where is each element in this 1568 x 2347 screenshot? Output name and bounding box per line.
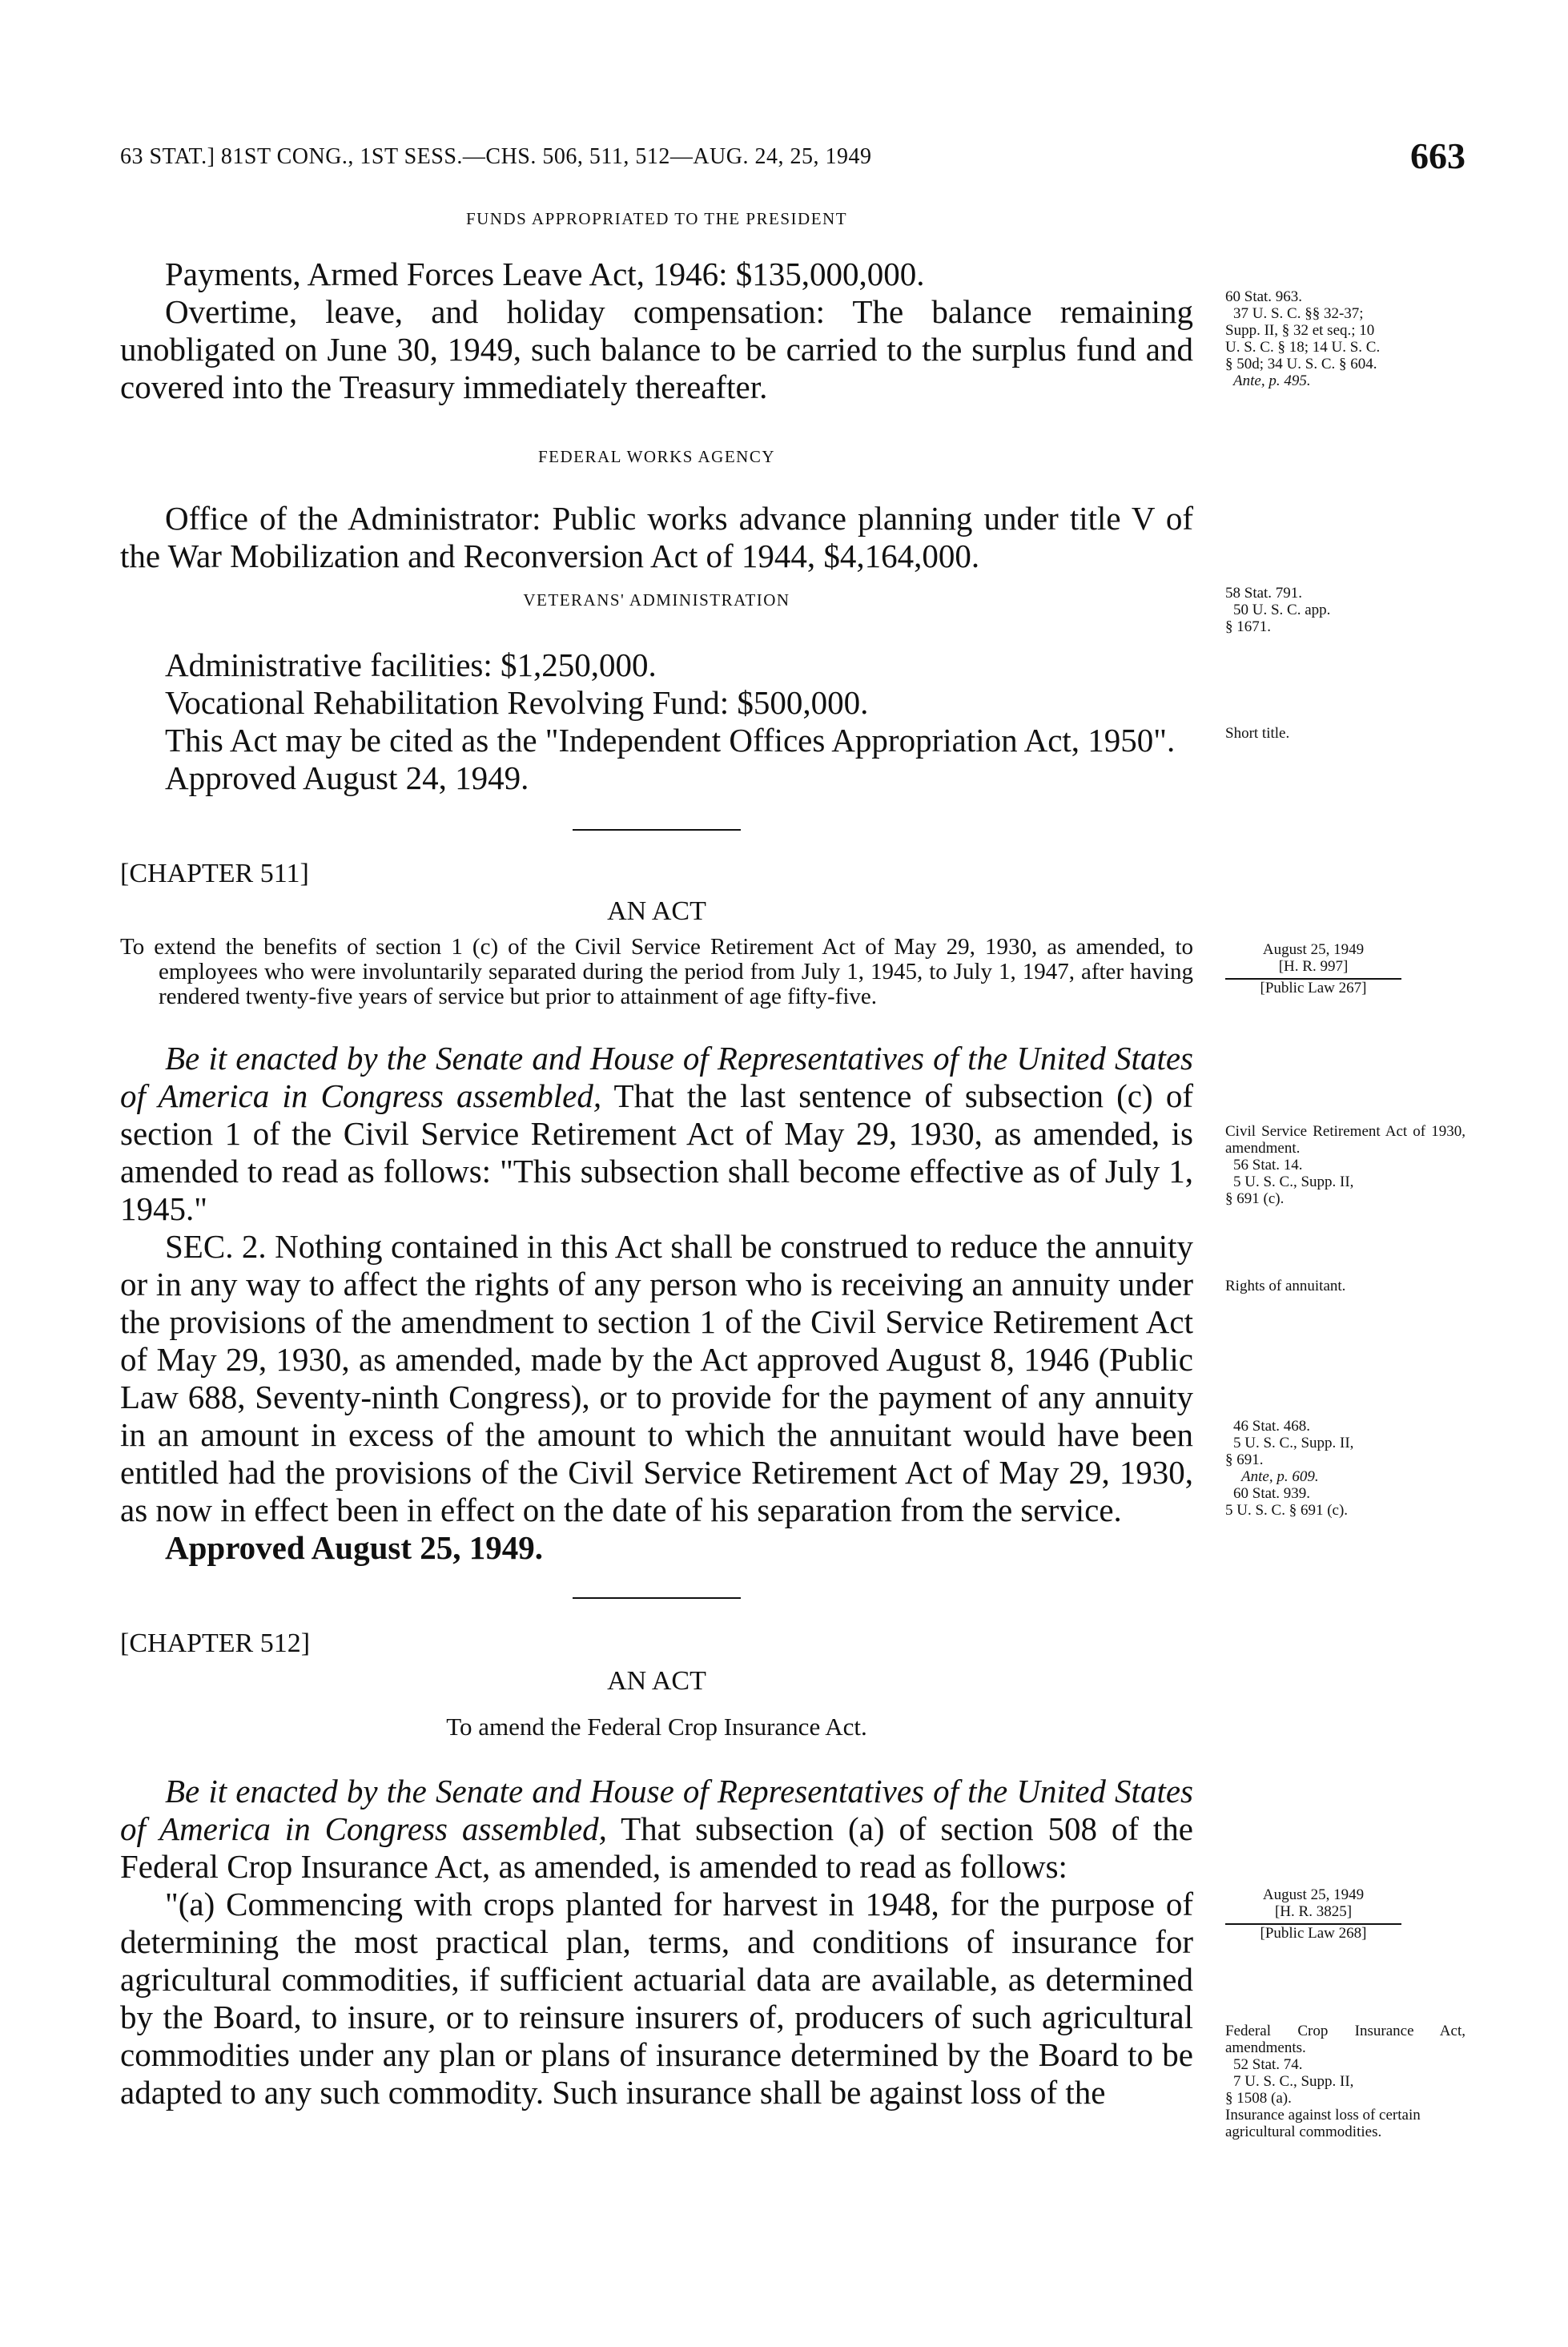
heading-federal-works: FEDERAL WORKS AGENCY bbox=[537, 447, 776, 466]
heading-veterans: VETERANS' ADMINISTRATION bbox=[523, 590, 790, 610]
approved-aug-25-511: Approved August 25, 1949. bbox=[165, 1529, 543, 1566]
public-law-511: [Public Law 267] bbox=[1260, 980, 1367, 996]
bill-512: [H. R. 3825] bbox=[1225, 1903, 1401, 1925]
chapter-512-enacting-clause bbox=[120, 1773, 1193, 1886]
margin-512-a bbox=[1225, 2023, 1465, 2140]
bill-511: [H. R. 997] bbox=[1225, 958, 1401, 980]
margin-note: 56 Stat. 14. bbox=[1233, 1157, 1303, 1174]
margin-note-short-title: Short title. bbox=[1225, 725, 1290, 742]
margin-note: § 691 (c). bbox=[1225, 1190, 1285, 1207]
para-short-title: This Act may be cited as the "Independent Offices Appropriation Act, 1950". bbox=[165, 722, 1176, 759]
enacting-rest-511: That the last sentence of subsection (c) of section 1 of the Civil Service Retirement Act of May 29, 1930, as amended, is amended to read as follows: "This subsection shall become effective as of July 1, 1945." bbox=[120, 1077, 1193, 1227]
public-law-512: [Public Law 268] bbox=[1260, 1925, 1367, 1942]
approved-aug-24: Approved August 24, 1949. bbox=[165, 759, 529, 796]
chapter-511-section-2: SEC. 2. Nothing contained in this Act shall be construed to reduce the annuity or in any way to affect the rights of any person who is receiving an annuity under the provisions of the amendment to section 1 of the Civil Service Retirement Act of May 29, 1930, as amended, made by the Act approved August 8, 1946 (Public Law 688, Seventy-ninth Congress), or to provide for the payment of any annuity in an amount in excess of the amount to which the annuitant would have been entitled had the provisions of the Civil Service Retirement Act of May 29, 1930, as now in effect been in effect on the date of his separation from the service. bbox=[120, 1228, 1193, 1528]
date-511: August 25, 1949 bbox=[1262, 941, 1365, 958]
chapter-511-an-act: AN ACT bbox=[607, 896, 706, 926]
legislative-header-512 bbox=[1225, 1886, 1401, 1942]
margin-note: 50 U. S. C. app. bbox=[1233, 602, 1331, 618]
chapter-511-purpose: To extend the benefits of section 1 (c) of the Civil Service Retirement Act of May 29, 1930, as amended, to employees who were involuntarily separated during the period from July 1, 1945, to July 1, 1947, after having rendered twenty-five years of service but prior to attainment of age fifty-five. bbox=[120, 934, 1193, 1009]
margin-note: 5 U. S. C., Supp. II, bbox=[1233, 1174, 1354, 1190]
margin-note-rights-of-annuitant: Rights of annuitant. bbox=[1225, 1278, 1346, 1294]
main-text-column bbox=[120, 200, 1193, 2111]
margin-note: 58 Stat. 791. bbox=[1225, 585, 1303, 602]
margin-funds-president bbox=[1225, 288, 1465, 389]
margin-511-a bbox=[1225, 1123, 1465, 1207]
heading-funds-president: FUNDS APPROPRIATED TO THE PRESIDENT bbox=[465, 209, 848, 228]
margin-note: § 50d; 34 U. S. C. § 604. bbox=[1225, 356, 1377, 372]
chapter-511-label: [CHAPTER 511] bbox=[120, 859, 309, 888]
margin-note: Ante, p. 609. bbox=[1241, 1468, 1319, 1485]
enacting-rest-512: That subsection (a) of section 508 of the Federal Crop Insurance Act, as amended, is amended to read as follows: bbox=[120, 1810, 1193, 1885]
margin-note: § 1508 (a). bbox=[1225, 2090, 1292, 2107]
margin-note: Supp. II, § 32 et seq.; 10 bbox=[1225, 322, 1375, 339]
margin-511-b bbox=[1225, 1278, 1465, 1294]
margin-note: 37 U. S. C. §§ 32-37; bbox=[1233, 305, 1364, 322]
header-citation: 63 STAT.] 81ST CONG., 1ST SESS.—CHS. 506, 511, 512—AUG. 24, 25, 1949 bbox=[120, 144, 872, 169]
date-512: August 25, 1949 bbox=[1262, 1886, 1365, 1903]
margin-note: 60 Stat. 963. bbox=[1225, 288, 1303, 305]
chapter-512-label: [CHAPTER 512] bbox=[120, 1628, 311, 1658]
margin-note: § 1671. bbox=[1225, 618, 1271, 635]
legislative-header-511 bbox=[1225, 941, 1401, 996]
margin-note-insurance-against-loss: Insurance against loss of certain agricultural commodities. bbox=[1225, 2107, 1421, 2140]
page-number: 663 bbox=[1410, 135, 1465, 176]
margin-note: § 691. bbox=[1225, 1451, 1264, 1468]
margin-note: 5 U. S. C., Supp. II, bbox=[1233, 1435, 1354, 1451]
margin-note: Ante, p. 495. bbox=[1233, 372, 1311, 389]
para-admin-facilities: Administrative facilities: $1,250,000. bbox=[165, 646, 657, 683]
margin-511-c bbox=[1225, 1418, 1465, 1519]
chapter-511-enacting-clause bbox=[120, 1040, 1193, 1228]
margin-veterans bbox=[1225, 725, 1465, 742]
margin-note: 60 Stat. 939. bbox=[1233, 1485, 1311, 1502]
chapter-512-purpose: To amend the Federal Crop Insurance Act. bbox=[446, 1713, 867, 1741]
margin-note: 52 Stat. 74. bbox=[1233, 2056, 1303, 2073]
margin-note: Civil Service Retirement Act of 1930, amendment. bbox=[1225, 1123, 1465, 1157]
margin-note: 5 U. S. C. § 691 (c). bbox=[1225, 1502, 1349, 1519]
enacting-formula-511: Be it enacted by the Senate and House of Representatives of the United States of America in Congress assembled, bbox=[120, 1040, 1193, 1114]
para-office-administrator: Office of the Administrator: Public works advance planning under title V of the War Mobilization and Reconversion Act of 1944, $4,164,000. bbox=[120, 500, 1193, 574]
margin-federal-works bbox=[1225, 585, 1465, 635]
enacting-formula-512: Be it enacted by the Senate and House of Representatives of the United States of America in Congress assembled, bbox=[120, 1773, 1193, 1847]
margin-note: 7 U. S. C., Supp. II, bbox=[1233, 2073, 1354, 2090]
chapter-512-quoted-subsection: "(a) Commencing with crops planted for harvest in 1948, for the purpose of determining the most practical plan, terms, and conditions of insurance for agricultural commodities, if sufficient actuarial data are available, as determined by the Board, to insure, or to reinsure insurers of, producers of such agricultural commodities under any plan or plans of insurance determined by the Board to be adapted to any such commodity. Such insurance shall be against loss of the bbox=[120, 1886, 1193, 2111]
chapter-512-an-act: AN ACT bbox=[607, 1666, 706, 1696]
margin-note: Federal Crop Insurance Act, amendments. bbox=[1225, 2023, 1465, 2056]
para-vocational: Vocational Rehabilitation Revolving Fund: $500,000. bbox=[165, 684, 869, 721]
running-header bbox=[120, 135, 1465, 183]
margin-note: 46 Stat. 468. bbox=[1233, 1418, 1311, 1435]
margin-note: U. S. C. § 18; 14 U. S. C. bbox=[1225, 339, 1381, 356]
para-overtime: Overtime, leave, and holiday compensation: The balance remaining unobligated on June 30, 1949, such balance to be carried to the surplus fund and covered into the Treasury immediately thereafter. bbox=[120, 293, 1193, 405]
para-armed-forces-leave: Payments, Armed Forces Leave Act, 1946: $135,000,000. bbox=[165, 256, 925, 292]
